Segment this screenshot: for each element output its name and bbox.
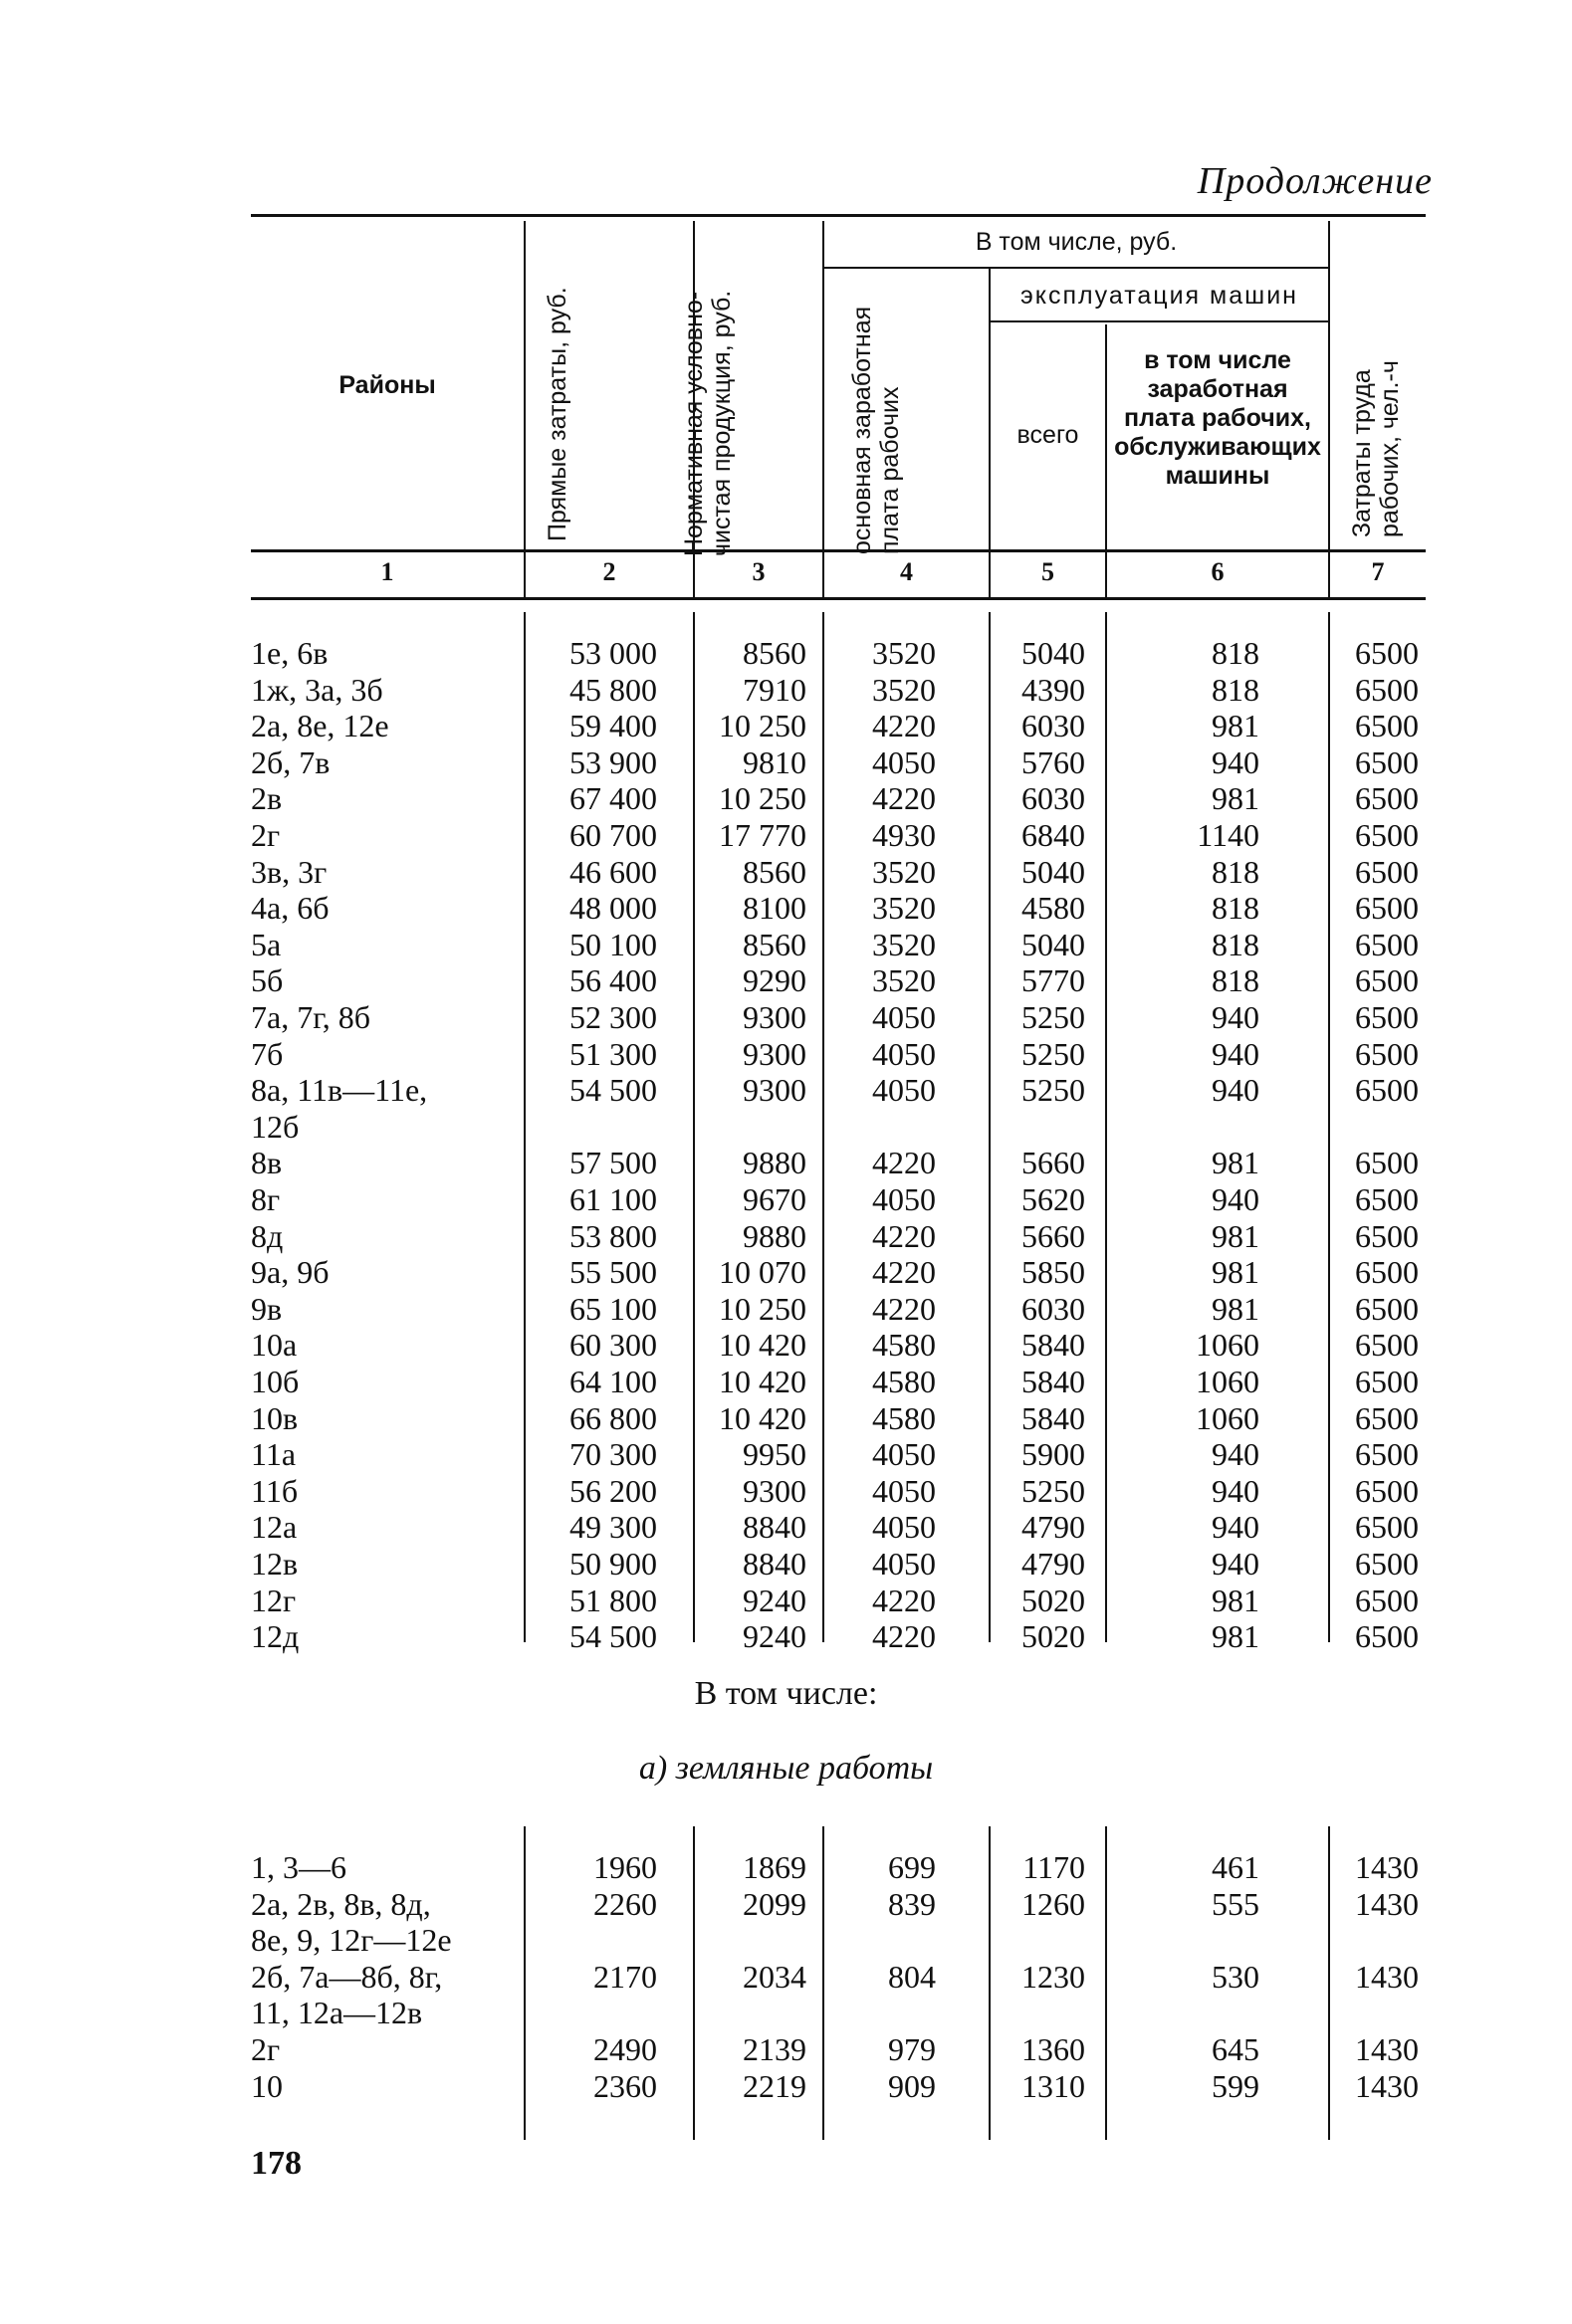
net-product-cell: 8560 bbox=[743, 853, 806, 890]
net-product-cell: 8100 bbox=[743, 890, 806, 927]
base-wage-cell: 4580 bbox=[872, 1399, 936, 1436]
net-product-cell: 9290 bbox=[743, 962, 806, 999]
operator-wage-cell: 981 bbox=[1212, 780, 1259, 817]
operator-wage-cell: 461 bbox=[1212, 1849, 1259, 1885]
operator-wage-cell: 818 bbox=[1212, 890, 1259, 927]
operator-wage-cell: 981 bbox=[1212, 1145, 1259, 1181]
table-row bbox=[0, 1145, 1572, 1180]
operator-wage-cell: 818 bbox=[1212, 926, 1259, 962]
labor-cost-cell: 6500 bbox=[1355, 1327, 1419, 1364]
labor-cost-cell: 6500 bbox=[1355, 780, 1419, 817]
direct-costs-cell: 45 800 bbox=[569, 671, 657, 708]
col-header-total: всего bbox=[1016, 421, 1079, 449]
net-product-cell: 9880 bbox=[743, 1145, 806, 1181]
operator-wage-cell: 981 bbox=[1212, 1290, 1259, 1327]
base-wage-cell: 4050 bbox=[872, 1035, 936, 1072]
operator-wage-cell: 1060 bbox=[1196, 1399, 1259, 1436]
base-wage-cell: 4220 bbox=[872, 1582, 936, 1618]
table-row bbox=[0, 2068, 1572, 2104]
table-row bbox=[0, 1072, 1572, 1145]
net-product-cell: 10 250 bbox=[719, 708, 806, 744]
col-header-labor-cost: Затраты труда рабочих, чел.-ч bbox=[1348, 360, 1404, 537]
district-cell: 1, 3—6 bbox=[251, 1849, 346, 1885]
district-cell: 10 bbox=[251, 2067, 283, 2104]
direct-costs-cell: 60 300 bbox=[569, 1327, 657, 1364]
direct-costs-cell: 46 600 bbox=[569, 853, 657, 890]
machine-total-cell: 5250 bbox=[1021, 999, 1085, 1035]
table-row bbox=[0, 1400, 1572, 1436]
direct-costs-cell: 53 900 bbox=[569, 743, 657, 780]
header-divider-1 bbox=[524, 221, 526, 597]
table-row bbox=[0, 1583, 1572, 1618]
table-row bbox=[0, 1364, 1572, 1399]
base-wage-cell: 4580 bbox=[872, 1364, 936, 1399]
labor-cost-cell: 6500 bbox=[1355, 635, 1419, 671]
machine-total-cell: 4390 bbox=[1021, 671, 1085, 708]
machine-total-cell: 1170 bbox=[1022, 1849, 1085, 1885]
table-row bbox=[0, 1849, 1572, 1885]
operator-wage-cell: 1060 bbox=[1196, 1327, 1259, 1364]
col-header-operator-wage: в том числе заработная плата рабочих, обслуживающих машины bbox=[1114, 346, 1321, 490]
district-cell: 9в bbox=[251, 1290, 283, 1327]
direct-costs-cell: 50 900 bbox=[569, 1546, 657, 1582]
table-row bbox=[0, 1885, 1572, 1959]
operator-wage-cell: 940 bbox=[1212, 999, 1259, 1035]
table-row bbox=[0, 999, 1572, 1035]
direct-costs-cell: 2170 bbox=[593, 1958, 657, 1995]
machine-total-cell: 5250 bbox=[1021, 1472, 1085, 1509]
district-cell: 2г bbox=[251, 817, 281, 853]
page-number: 178 bbox=[251, 2145, 302, 2182]
base-wage-cell: 4050 bbox=[872, 1072, 936, 1109]
labor-cost-cell: 6500 bbox=[1355, 1035, 1419, 1072]
operator-wage-cell: 940 bbox=[1212, 1035, 1259, 1072]
direct-costs-cell: 49 300 bbox=[569, 1509, 657, 1546]
district-cell: 11, 12а—12в bbox=[251, 1995, 423, 2031]
net-product-cell: 9300 bbox=[743, 999, 806, 1035]
group-header-including: В том числе, руб. bbox=[975, 228, 1178, 256]
machine-total-cell: 1260 bbox=[1021, 1885, 1085, 1922]
base-wage-cell: 909 bbox=[888, 2067, 936, 2104]
labor-cost-cell: 6500 bbox=[1355, 743, 1419, 780]
direct-costs-cell: 52 300 bbox=[569, 999, 657, 1035]
operator-wage-cell: 981 bbox=[1212, 708, 1259, 744]
district-cell: 11б bbox=[251, 1472, 299, 1509]
base-wage-cell: 4050 bbox=[872, 1546, 936, 1582]
operator-wage-cell: 599 bbox=[1212, 2067, 1259, 2104]
base-wage-cell: 4220 bbox=[872, 1145, 936, 1181]
district-cell: 3в, 3г bbox=[251, 853, 328, 890]
labor-cost-cell: 6500 bbox=[1355, 962, 1419, 999]
operator-wage-cell: 940 bbox=[1212, 1546, 1259, 1582]
operator-wage-cell: 530 bbox=[1212, 1958, 1259, 1995]
operator-wage-cell: 940 bbox=[1212, 1436, 1259, 1473]
district-cell: 10б bbox=[251, 1364, 300, 1399]
col-header-direct-costs: Прямые затраты, руб. bbox=[544, 287, 571, 541]
subtitle-including: В том числе: bbox=[694, 1675, 878, 1712]
direct-costs-cell: 2490 bbox=[593, 2031, 657, 2067]
net-product-cell: 8840 bbox=[743, 1509, 806, 1546]
table-row bbox=[0, 1436, 1572, 1472]
labor-cost-cell: 6500 bbox=[1355, 1290, 1419, 1327]
district-cell: 1ж, 3а, 3б bbox=[251, 671, 383, 708]
operator-wage-cell: 818 bbox=[1212, 962, 1259, 999]
net-product-cell: 2219 bbox=[743, 2067, 806, 2104]
district-cell: 1е, 6в bbox=[251, 635, 329, 671]
net-product-cell: 9880 bbox=[743, 1217, 806, 1254]
table-row bbox=[0, 744, 1572, 780]
machine-total-cell: 5900 bbox=[1021, 1436, 1085, 1473]
table-row bbox=[0, 1473, 1572, 1509]
district-cell: 12б bbox=[251, 1108, 300, 1145]
net-product-cell: 9300 bbox=[743, 1035, 806, 1072]
col-header-districts: Районы bbox=[338, 371, 436, 399]
net-product-cell: 17 770 bbox=[719, 817, 806, 853]
direct-costs-cell: 55 500 bbox=[569, 1254, 657, 1291]
net-product-cell: 2034 bbox=[743, 1958, 806, 1995]
operator-wage-cell: 940 bbox=[1212, 1072, 1259, 1109]
direct-costs-cell: 51 800 bbox=[569, 1582, 657, 1618]
base-wage-cell: 4220 bbox=[872, 1217, 936, 1254]
table-row bbox=[0, 1958, 1572, 2031]
table-row bbox=[0, 1218, 1572, 1254]
table-row bbox=[0, 2031, 1572, 2067]
machine-total-cell: 5840 bbox=[1021, 1364, 1085, 1399]
base-wage-cell: 4050 bbox=[872, 999, 936, 1035]
base-wage-cell: 3520 bbox=[872, 671, 936, 708]
operator-wage-cell: 981 bbox=[1212, 1254, 1259, 1291]
operator-wage-cell: 940 bbox=[1212, 1509, 1259, 1546]
machine-total-cell: 5660 bbox=[1021, 1217, 1085, 1254]
machine-total-cell: 5040 bbox=[1021, 853, 1085, 890]
machine-total-cell: 5250 bbox=[1021, 1072, 1085, 1109]
col-number-2: 2 bbox=[602, 557, 616, 586]
direct-costs-cell: 66 800 bbox=[569, 1399, 657, 1436]
district-cell: 10а bbox=[251, 1327, 298, 1364]
header-bottom-rule bbox=[251, 549, 1426, 552]
table-row bbox=[0, 780, 1572, 816]
machine-total-cell: 5660 bbox=[1021, 1145, 1085, 1181]
base-wage-cell: 3520 bbox=[872, 926, 936, 962]
district-cell: 12в bbox=[251, 1546, 299, 1582]
district-cell: 11а bbox=[251, 1436, 297, 1473]
table-row bbox=[0, 817, 1572, 853]
district-cell: 8г bbox=[251, 1181, 281, 1217]
district-cell: 2в bbox=[251, 780, 283, 817]
labor-cost-cell: 6500 bbox=[1355, 1399, 1419, 1436]
table-row bbox=[0, 1254, 1572, 1290]
machine-total-cell: 5020 bbox=[1021, 1618, 1085, 1655]
district-cell: 10в bbox=[251, 1399, 299, 1436]
net-product-cell: 9240 bbox=[743, 1618, 806, 1655]
table-row bbox=[0, 1291, 1572, 1327]
labor-cost-cell: 6500 bbox=[1355, 1364, 1419, 1399]
machine-total-cell: 5850 bbox=[1021, 1254, 1085, 1291]
operator-wage-cell: 981 bbox=[1212, 1582, 1259, 1618]
base-wage-cell: 4220 bbox=[872, 1618, 936, 1655]
direct-costs-cell: 61 100 bbox=[569, 1181, 657, 1217]
labor-cost-cell: 1430 bbox=[1355, 1885, 1419, 1922]
machine-total-cell: 5760 bbox=[1021, 743, 1085, 780]
net-product-cell: 9950 bbox=[743, 1436, 806, 1473]
net-product-cell: 10 420 bbox=[719, 1364, 806, 1399]
direct-costs-cell: 53 800 bbox=[569, 1217, 657, 1254]
col-number-6: 6 bbox=[1211, 557, 1225, 586]
machine-total-cell: 1310 bbox=[1021, 2067, 1085, 2104]
continuation-note: Продолжение bbox=[1197, 160, 1433, 202]
base-wage-cell: 3520 bbox=[872, 853, 936, 890]
base-wage-cell: 4220 bbox=[872, 1254, 936, 1291]
subgroup-header-machine-operation: эксплуатация машин bbox=[1020, 282, 1298, 310]
base-wage-cell: 4050 bbox=[872, 1509, 936, 1546]
direct-costs-cell: 56 200 bbox=[569, 1472, 657, 1509]
labor-cost-cell: 6500 bbox=[1355, 671, 1419, 708]
table-row bbox=[0, 1327, 1572, 1363]
machine-total-cell: 5840 bbox=[1021, 1327, 1085, 1364]
direct-costs-cell: 59 400 bbox=[569, 708, 657, 744]
net-product-cell: 9670 bbox=[743, 1181, 806, 1217]
machine-total-cell: 6840 bbox=[1021, 817, 1085, 853]
table-row bbox=[0, 927, 1572, 962]
direct-costs-cell: 65 100 bbox=[569, 1290, 657, 1327]
base-wage-cell: 4050 bbox=[872, 1436, 936, 1473]
net-product-cell: 10 420 bbox=[719, 1399, 806, 1436]
net-product-cell: 10 250 bbox=[719, 780, 806, 817]
subgroup-rule bbox=[991, 320, 1330, 322]
base-wage-cell: 4220 bbox=[872, 780, 936, 817]
table-row bbox=[0, 1618, 1572, 1654]
labor-cost-cell: 6500 bbox=[1355, 1072, 1419, 1109]
district-cell: 7б bbox=[251, 1035, 284, 1072]
operator-wage-cell: 818 bbox=[1212, 635, 1259, 671]
table-row bbox=[0, 1181, 1572, 1217]
net-product-cell: 9300 bbox=[743, 1072, 806, 1109]
labor-cost-cell: 6500 bbox=[1355, 926, 1419, 962]
base-wage-cell: 4050 bbox=[872, 1181, 936, 1217]
district-cell: 5б bbox=[251, 962, 284, 999]
labor-cost-cell: 6500 bbox=[1355, 1145, 1419, 1181]
col-header-net-product: Нормативная условно-чистая продукция, руб. bbox=[680, 290, 736, 556]
labor-cost-cell: 6500 bbox=[1355, 1509, 1419, 1546]
district-cell: 12д bbox=[251, 1618, 300, 1655]
header-divider-3 bbox=[822, 221, 824, 597]
colnum-bottom-rule bbox=[251, 597, 1426, 600]
direct-costs-cell: 50 100 bbox=[569, 926, 657, 962]
net-product-cell: 10 250 bbox=[719, 1290, 806, 1327]
direct-costs-cell: 54 500 bbox=[569, 1072, 657, 1109]
machine-total-cell: 6030 bbox=[1021, 708, 1085, 744]
machine-total-cell: 5040 bbox=[1021, 635, 1085, 671]
machine-total-cell: 1360 bbox=[1021, 2031, 1085, 2067]
labor-cost-cell: 6500 bbox=[1355, 1546, 1419, 1582]
table-row bbox=[0, 708, 1572, 743]
operator-wage-cell: 645 bbox=[1212, 2031, 1259, 2067]
net-product-cell: 10 070 bbox=[719, 1254, 806, 1291]
machine-total-cell: 1230 bbox=[1021, 1958, 1085, 1995]
net-product-cell: 9810 bbox=[743, 743, 806, 780]
net-product-cell: 7910 bbox=[743, 671, 806, 708]
labor-cost-cell: 6500 bbox=[1355, 1181, 1419, 1217]
col-number-1: 1 bbox=[380, 557, 394, 586]
table-row bbox=[0, 1546, 1572, 1582]
direct-costs-cell: 54 500 bbox=[569, 1618, 657, 1655]
direct-costs-cell: 60 700 bbox=[569, 817, 657, 853]
labor-cost-cell: 6500 bbox=[1355, 890, 1419, 927]
machine-total-cell: 4580 bbox=[1021, 890, 1085, 927]
operator-wage-cell: 1140 bbox=[1197, 817, 1259, 853]
base-wage-cell: 4220 bbox=[872, 1290, 936, 1327]
machine-total-cell: 4790 bbox=[1021, 1509, 1085, 1546]
labor-cost-cell: 1430 bbox=[1355, 1849, 1419, 1885]
district-cell: 2б, 7в bbox=[251, 743, 331, 780]
col-header-base-wage: основная заработная плата рабочих bbox=[848, 306, 904, 554]
direct-costs-cell: 2360 bbox=[593, 2067, 657, 2104]
district-cell: 5а bbox=[251, 926, 282, 962]
net-product-cell: 8560 bbox=[743, 926, 806, 962]
base-wage-cell: 4050 bbox=[872, 1472, 936, 1509]
district-cell: 4а, 6б bbox=[251, 890, 330, 927]
col-number-7: 7 bbox=[1371, 557, 1385, 586]
group-rule bbox=[824, 267, 1330, 269]
machine-total-cell: 5040 bbox=[1021, 926, 1085, 962]
base-wage-cell: 4930 bbox=[872, 817, 936, 853]
labor-cost-cell: 6500 bbox=[1355, 853, 1419, 890]
district-cell: 7а, 7г, 8б bbox=[251, 999, 370, 1035]
direct-costs-cell: 53 000 bbox=[569, 635, 657, 671]
district-cell: 2а, 2в, 8в, 8д, bbox=[251, 1885, 431, 1922]
labor-cost-cell: 6500 bbox=[1355, 817, 1419, 853]
base-wage-cell: 3520 bbox=[872, 890, 936, 927]
direct-costs-cell: 57 500 bbox=[569, 1145, 657, 1181]
table-row bbox=[0, 1509, 1572, 1545]
base-wage-cell: 839 bbox=[888, 1885, 936, 1922]
operator-wage-cell: 981 bbox=[1212, 1217, 1259, 1254]
operator-wage-cell: 940 bbox=[1212, 743, 1259, 780]
labor-cost-cell: 6500 bbox=[1355, 708, 1419, 744]
machine-total-cell: 5620 bbox=[1021, 1181, 1085, 1217]
base-wage-cell: 4050 bbox=[872, 743, 936, 780]
net-product-cell: 8560 bbox=[743, 635, 806, 671]
machine-total-cell: 6030 bbox=[1021, 780, 1085, 817]
direct-costs-cell: 56 400 bbox=[569, 962, 657, 999]
operator-wage-cell: 818 bbox=[1212, 671, 1259, 708]
base-wage-cell: 804 bbox=[888, 1958, 936, 1995]
direct-costs-cell: 1960 bbox=[593, 1849, 657, 1885]
labor-cost-cell: 1430 bbox=[1355, 1958, 1419, 1995]
machine-total-cell: 6030 bbox=[1021, 1290, 1085, 1327]
table-row bbox=[0, 635, 1572, 671]
district-cell: 8в bbox=[251, 1145, 283, 1181]
net-product-cell: 9300 bbox=[743, 1472, 806, 1509]
direct-costs-cell: 64 100 bbox=[569, 1364, 657, 1399]
machine-total-cell: 5770 bbox=[1021, 962, 1085, 999]
district-cell: 2г bbox=[251, 2031, 281, 2067]
base-wage-cell: 3520 bbox=[872, 962, 936, 999]
base-wage-cell: 4220 bbox=[872, 708, 936, 744]
table-row bbox=[0, 890, 1572, 926]
direct-costs-cell: 67 400 bbox=[569, 780, 657, 817]
operator-wage-cell: 1060 bbox=[1196, 1364, 1259, 1399]
operator-wage-cell: 981 bbox=[1212, 1618, 1259, 1655]
operator-wage-cell: 818 bbox=[1212, 853, 1259, 890]
base-wage-cell: 979 bbox=[888, 2031, 936, 2067]
labor-cost-cell: 6500 bbox=[1355, 1618, 1419, 1655]
operator-wage-cell: 940 bbox=[1212, 1472, 1259, 1509]
net-product-cell: 8840 bbox=[743, 1546, 806, 1582]
section-title-earthworks: а) земляные работы bbox=[638, 1750, 934, 1787]
labor-cost-cell: 6500 bbox=[1355, 1582, 1419, 1618]
net-product-cell: 9240 bbox=[743, 1582, 806, 1618]
labor-cost-cell: 6500 bbox=[1355, 1217, 1419, 1254]
net-product-cell: 1869 bbox=[743, 1849, 806, 1885]
operator-wage-cell: 555 bbox=[1212, 1885, 1259, 1922]
net-product-cell: 2139 bbox=[743, 2031, 806, 2067]
district-cell: 12г bbox=[251, 1582, 297, 1618]
table-row bbox=[0, 672, 1572, 708]
labor-cost-cell: 1430 bbox=[1355, 2067, 1419, 2104]
table-row bbox=[0, 1036, 1572, 1072]
district-cell: 8а, 11в—11е, bbox=[251, 1072, 428, 1109]
district-cell: 2б, 7а—8б, 8г, bbox=[251, 1958, 443, 1995]
district-cell: 8д bbox=[251, 1217, 284, 1254]
col-number-3: 3 bbox=[752, 557, 766, 586]
table-row bbox=[0, 854, 1572, 890]
machine-total-cell: 5020 bbox=[1021, 1582, 1085, 1618]
labor-cost-cell: 6500 bbox=[1355, 1254, 1419, 1291]
labor-cost-cell: 6500 bbox=[1355, 1436, 1419, 1473]
table-row bbox=[0, 962, 1572, 998]
district-cell: 8е, 9, 12г—12е bbox=[251, 1922, 452, 1959]
net-product-cell: 10 420 bbox=[719, 1327, 806, 1364]
direct-costs-cell: 48 000 bbox=[569, 890, 657, 927]
machine-total-cell: 4790 bbox=[1021, 1546, 1085, 1582]
header-divider-5 bbox=[1105, 324, 1107, 597]
table-top-rule bbox=[251, 214, 1426, 217]
col-number-5: 5 bbox=[1041, 557, 1054, 586]
base-wage-cell: 3520 bbox=[872, 635, 936, 671]
district-cell: 2а, 8е, 12е bbox=[251, 708, 389, 744]
labor-cost-cell: 6500 bbox=[1355, 999, 1419, 1035]
base-wage-cell: 699 bbox=[888, 1849, 936, 1885]
col-number-4: 4 bbox=[900, 557, 913, 586]
direct-costs-cell: 51 300 bbox=[569, 1035, 657, 1072]
base-wage-cell: 4580 bbox=[872, 1327, 936, 1364]
district-cell: 9а, 9б bbox=[251, 1254, 330, 1291]
direct-costs-cell: 70 300 bbox=[569, 1436, 657, 1473]
net-product-cell: 2099 bbox=[743, 1885, 806, 1922]
machine-total-cell: 5250 bbox=[1021, 1035, 1085, 1072]
operator-wage-cell: 940 bbox=[1212, 1181, 1259, 1217]
labor-cost-cell: 6500 bbox=[1355, 1472, 1419, 1509]
header-divider-6 bbox=[1328, 221, 1330, 597]
district-cell: 12а bbox=[251, 1509, 298, 1546]
labor-cost-cell: 1430 bbox=[1355, 2031, 1419, 2067]
direct-costs-cell: 2260 bbox=[593, 1885, 657, 1922]
machine-total-cell: 5840 bbox=[1021, 1399, 1085, 1436]
